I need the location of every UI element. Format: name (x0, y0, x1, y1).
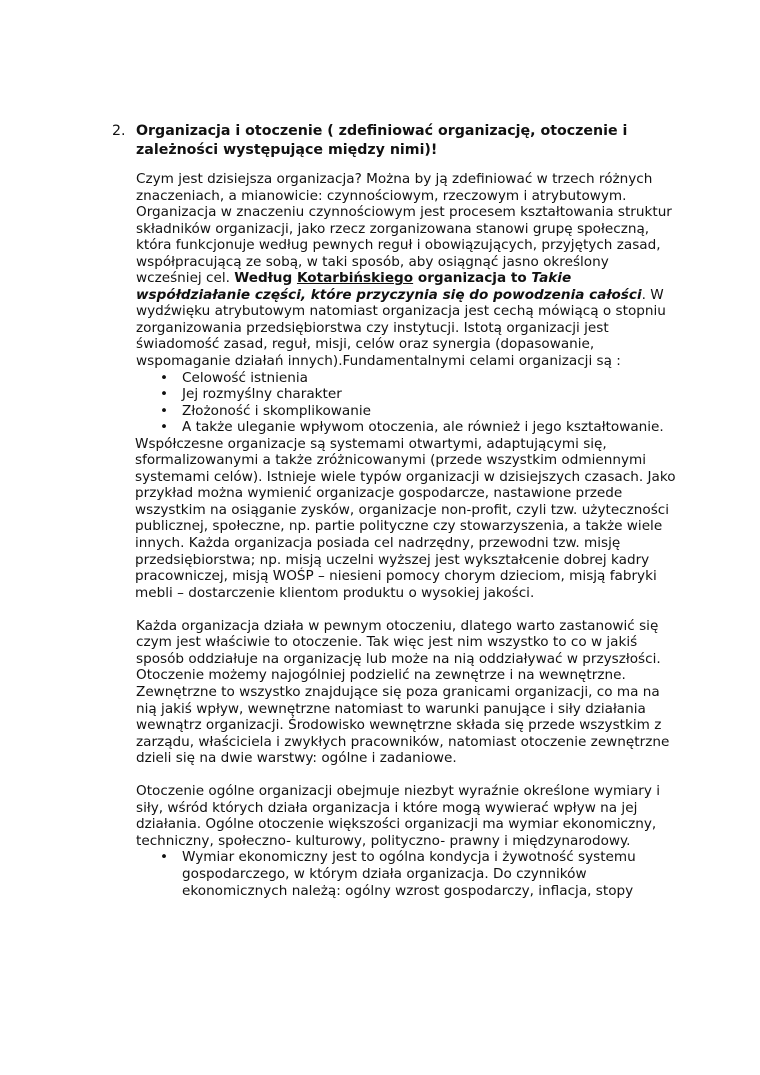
kotarbinski-name: Kotarbińskiego (296, 270, 414, 287)
heading-text: Organizacja i otoczenie ( zdefiniować organizację, otoczenie i zależności występujące między nimi)! (136, 123, 628, 158)
list-item-text: Złożoność i skomplikowanie (182, 402, 371, 419)
para1-bold-b: organizacja to (413, 270, 532, 287)
goals-list (136, 370, 676, 436)
list-item (160, 369, 676, 387)
paragraph-spacer (136, 601, 676, 618)
list-item (160, 419, 676, 436)
list-item-text: Wymiar ekonomiczny jest to ogólna kondycja i żywotność systemu gospodarczego, w którym działa organizacja. Do czynników ekonomicznych należą: ogólny wzrost gospodarczy, inflacja, stopy (182, 849, 636, 899)
dimensions-list (136, 849, 676, 899)
list-item (160, 849, 676, 899)
list-item-text: A także uleganie wpływom otoczenia, ale również i jego kształtowanie. (182, 419, 664, 436)
paragraph-modern-organizations: Współczesne organizacje są systemami otwartymi, adaptującymi się, sformalizowanymi a także zróżnicowanymi (przede wszystkim odmiennymi systemami celów). Istnieje wiele typów organizacji w dzisiejszych czasach. Jako przykład można wymienić organizacje gospodarcze, nastawione przede wszystkim na osiąganie zysków, organizacje non-profit, czyli tzw. użyteczności publicznej, społeczne, np. partie polityczne czy stowarzyszenia, a także wiele innych. Każda organizacja posiada cel nadrzędny, przewodni tzw. misję przedsiębiorstwa; np. misją uczelni wyższej jest wykształcenie dobrej kadry pracowniczej, misją WOŚP – niesieni pomocy chorym dzieciom, misją fabryki mebli – dostarczenie klientom produktu o wysokiej jakości. (135, 435, 676, 601)
paragraph-environment: Każda organizacja działa w pewnym otoczeniu, dlatego warto zastanowić się czym jest właściwie to otoczenie. Tak więc jest nim wszystko to co w jakiś sposób oddziałuje na organizację lub może na nią oddziaływać w przyszłości. Otoczenie możemy najogólniej podzielić na zewnętrze i na wewnętrzne. Zewnętrzne to wszystko znajdujące się poza granicami organizacji, co ma na nią jakiś wpływ, wewnętrzne natomiast to warunki panujące i siły działania wewnątrz organizacji. Środowisko wewnętrzne składa się przede wszystkim z zarządu, właściciela i zwykłych pracowników, natomiast otoczenie zewnętrzne dzieli się na dwie warstwy: ogólne i zadaniowe. (136, 617, 670, 767)
paragraph-organization-definition (136, 171, 676, 370)
list-item-text: Celowość istnienia (182, 369, 308, 386)
para1-text-b: . W wydźwięku atrybutowym natomiast organizacja jest cechą mówiącą o stopniu zorganizowania przedsiębiorstwa czy instytucji. Istotą organizacji jest świadomość zasad, reguł, misji, celów oraz synergia (dopasowanie, wspomaganie działań innych).Fundamentalnymi celami organizacji są : (136, 286, 666, 370)
bullet-icon: • (160, 386, 169, 403)
kotarbinski-quote: Takie współdziałanie części, które przyczynia się do powodzenia całości (136, 270, 642, 303)
list-item (160, 386, 676, 403)
body-content (136, 171, 676, 899)
para1-text-a: Czym jest dzisiejsza organizacja? Można by ją zdefiniować w trzech różnych znaczeniach, a mianowicie: czynnościowym, rzeczowym i atrybutowym. Organizacja w znaczeniu czynnościowym jest procesem kształtowania struktur składników organizacji, jako rzecz zorganizowana stanowi grupę społeczną, która funkcjonuje według pewnych reguł i obowiązujących, przyjętych zasad, współpracującą ze sobą, w taki sposób, aby osiągnąć jasno określony wcześniej cel. (136, 171, 672, 287)
bullet-icon: • (160, 419, 169, 436)
heading-number: 2. (112, 123, 126, 139)
section-heading (112, 122, 672, 160)
bullet-icon: • (160, 849, 169, 866)
list-item (160, 402, 676, 420)
bullet-icon: • (160, 402, 169, 419)
paragraph-general-environment: Otoczenie ogólne organizacji obejmuje niezbyt wyraźnie określone wymiary i siły, wśród których działa organizacja i które mogą wywierać wpływ na jej działania. Ogólne otoczenie większości organizacji ma wymiar ekonomiczny, techniczny, społeczno- kulturowy, polityczno- prawny i międzynarodowy. (136, 783, 661, 849)
paragraph-spacer (136, 767, 676, 784)
list-item-text: Jej rozmyślny charakter (182, 386, 342, 403)
bullet-icon: • (160, 369, 169, 386)
para1-bold-a: Według (234, 270, 297, 287)
